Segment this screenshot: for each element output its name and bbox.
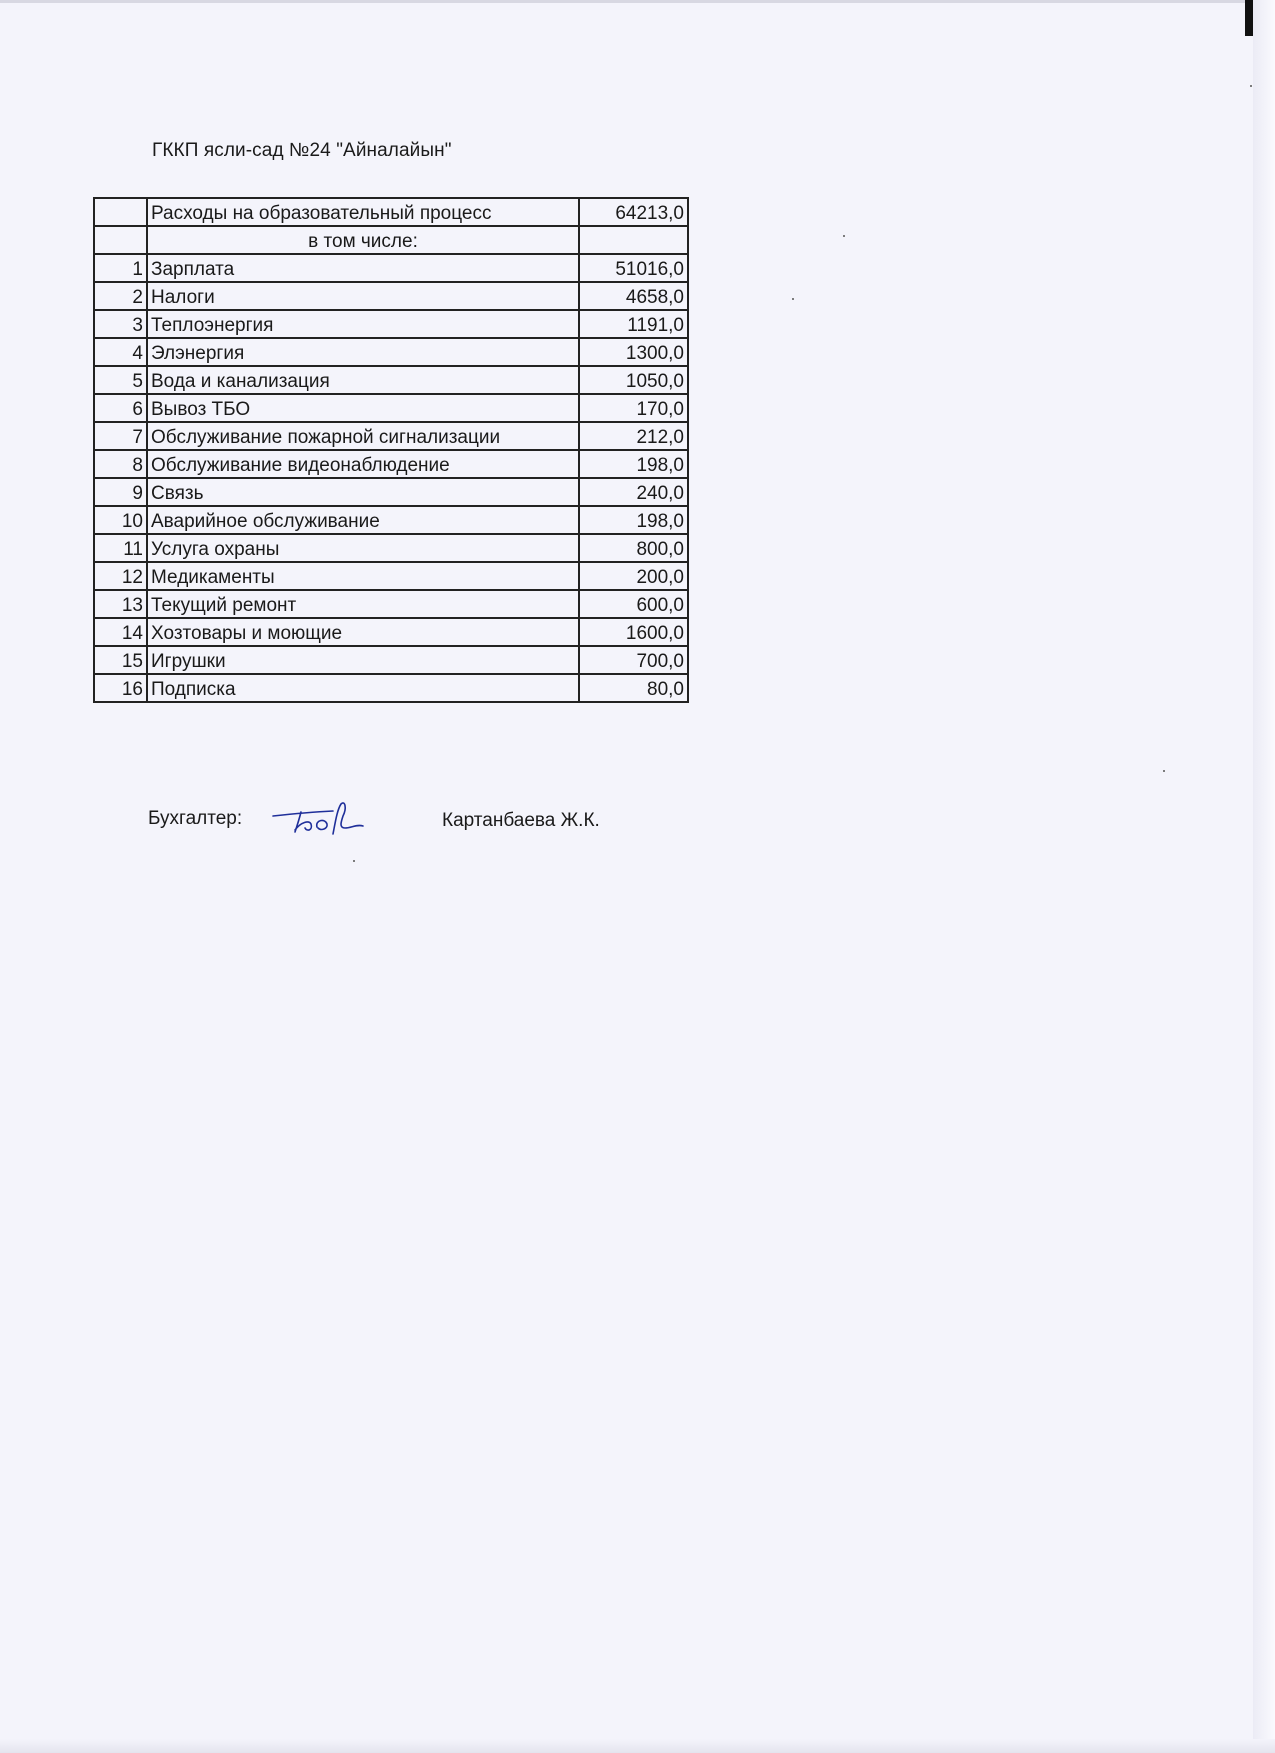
row-label-cell: Налоги [147,282,579,310]
table-row [94,310,688,338]
row-label-cell: Услуга охраны [147,534,579,562]
table-header-row [94,198,688,226]
row-label-cell: Хозтовары и моющие [147,618,579,646]
table-row [94,562,688,590]
row-label-cell: Связь [147,478,579,506]
row-number-cell: 7 [94,422,147,450]
scan-speck [1250,85,1252,87]
scan-speck [843,235,845,237]
scan-speck [353,860,355,862]
expenses-table [93,197,689,703]
table-row [94,674,688,702]
scan-edge-top [0,0,1275,3]
row-number-cell: 12 [94,562,147,590]
row-value-cell: 80,0 [579,674,688,702]
table-row [94,366,688,394]
signature-block [148,802,668,852]
table-row [94,646,688,674]
table-subheader-row [94,226,688,254]
table-row [94,618,688,646]
row-label-cell: Текущий ремонт [147,590,579,618]
row-number-cell: 13 [94,590,147,618]
table-row [94,254,688,282]
row-number-cell: 9 [94,478,147,506]
table-row [94,338,688,366]
row-value-cell: 200,0 [579,562,688,590]
table-row [94,534,688,562]
row-number-cell: 3 [94,310,147,338]
header-label-cell: Расходы на образовательный процесс [147,198,579,226]
scan-edge-mark [1245,0,1253,36]
scan-speck [792,298,794,300]
row-value-cell: 198,0 [579,450,688,478]
row-value-cell: 700,0 [579,646,688,674]
table-row [94,590,688,618]
document-title: ГККП ясли-сад №24 "Айналайын" [152,140,452,161]
table-row [94,282,688,310]
scan-edge-bottom [0,1739,1275,1753]
row-value-cell: 1050,0 [579,366,688,394]
row-label-cell: Зарплата [147,254,579,282]
row-number-cell: 11 [94,534,147,562]
row-value-cell: 600,0 [579,590,688,618]
table-row [94,422,688,450]
subheader-value-cell [579,226,688,254]
row-value-cell: 240,0 [579,478,688,506]
table-row [94,478,688,506]
row-number-cell: 4 [94,338,147,366]
row-number-cell: 2 [94,282,147,310]
row-number-cell: 14 [94,618,147,646]
row-label-cell: Игрушки [147,646,579,674]
row-value-cell: 170,0 [579,394,688,422]
subheader-label-cell: в том числе: [147,226,579,254]
row-value-cell: 800,0 [579,534,688,562]
row-label-cell: Обслуживание пожарной сигнализации [147,422,579,450]
row-label-cell: Обслуживание видеонаблюдение [147,450,579,478]
row-value-cell: 212,0 [579,422,688,450]
row-value-cell: 1300,0 [579,338,688,366]
row-number-cell: 15 [94,646,147,674]
row-label-cell: Аварийное обслуживание [147,506,579,534]
row-value-cell: 51016,0 [579,254,688,282]
row-label-cell: Теплоэнергия [147,310,579,338]
row-number-cell: 16 [94,674,147,702]
scan-edge-right [1253,0,1275,1753]
header-num-cell [94,198,147,226]
header-total-cell: 64213,0 [579,198,688,226]
row-number-cell: 10 [94,506,147,534]
row-label-cell: Подписка [147,674,579,702]
table-row [94,506,688,534]
row-value-cell: 1191,0 [579,310,688,338]
row-number-cell: 6 [94,394,147,422]
subheader-num-cell [94,226,147,254]
table-row [94,394,688,422]
row-number-cell: 1 [94,254,147,282]
row-value-cell: 198,0 [579,506,688,534]
row-value-cell: 1600,0 [579,618,688,646]
table-row [94,450,688,478]
row-number-cell: 8 [94,450,147,478]
row-value-cell: 4658,0 [579,282,688,310]
row-number-cell: 5 [94,366,147,394]
accountant-name: Картанбаева Ж.К. [442,810,600,831]
row-label-cell: Вывоз ТБО [147,394,579,422]
handwritten-signature [271,794,391,844]
scan-speck [1163,770,1165,772]
row-label-cell: Медикаменты [147,562,579,590]
row-label-cell: Вода и канализация [147,366,579,394]
accountant-label: Бухгалтер: [148,808,243,829]
row-label-cell: Элэнергия [147,338,579,366]
